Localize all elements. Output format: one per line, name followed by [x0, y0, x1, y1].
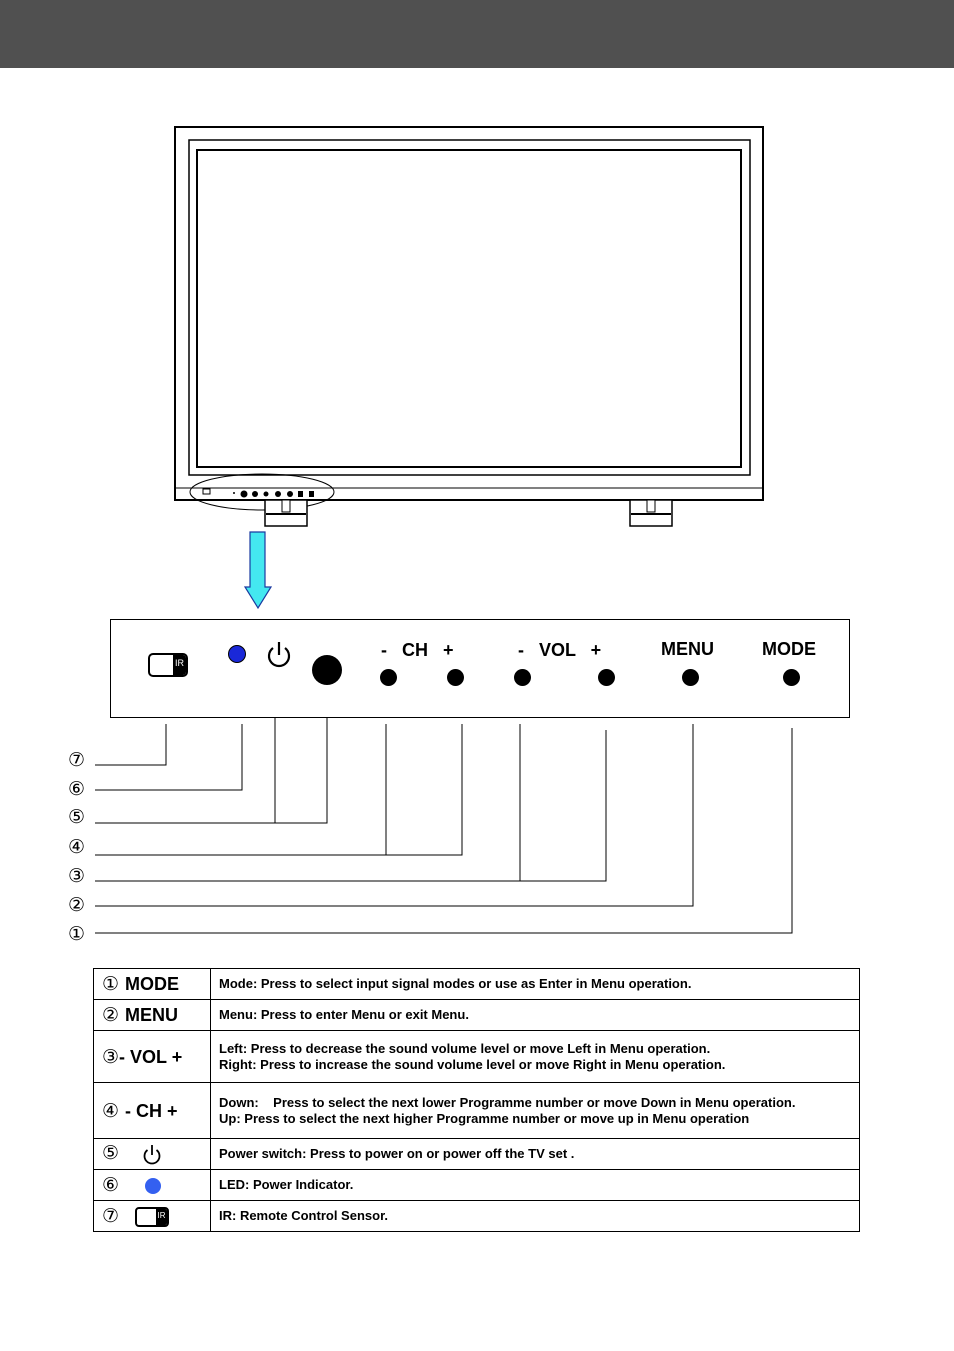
vol-label: - VOL +: [518, 640, 602, 660]
vol-down-button[interactable]: [514, 669, 531, 686]
table-row: [94, 1031, 860, 1083]
legend-key: - VOL +: [119, 1046, 183, 1067]
legend-desc-line: Down: Press to select the next lower Programme number or move Down in Menu operation.: [219, 1094, 796, 1110]
ch-down-button[interactable]: [380, 669, 397, 686]
legend-key: MENU: [125, 1005, 179, 1025]
callout-6: ⑥: [68, 778, 86, 800]
table-row: [94, 1083, 860, 1139]
tv-front-illustration: [0, 110, 954, 620]
legend-num: ⑤: [102, 1142, 120, 1165]
legend-desc-line: Right: Press to increase the sound volume level or move Right in Menu operation.: [219, 1056, 726, 1072]
table-row: [94, 969, 860, 1000]
legend-desc: Mode: Press to select input signal modes or use as Enter in Menu operation.: [211, 969, 860, 1000]
header-bar: [0, 0, 954, 68]
legend-num: ④: [102, 1099, 120, 1122]
legend-key: MODE: [125, 974, 180, 994]
mode-button[interactable]: [783, 669, 800, 686]
legend-desc-line: Left: Press to decrease the sound volume level or move Left in Menu operation.: [219, 1040, 711, 1056]
legend-desc-line: Up: Press to select the next higher Programme number or move up in Menu operation: [219, 1110, 750, 1126]
ir-sensor-icon: IR: [135, 1207, 169, 1227]
callout-2: ②: [68, 894, 86, 916]
menu-button[interactable]: [682, 669, 699, 686]
legend-num: ⑥: [102, 1174, 120, 1196]
down-arrow-icon: [245, 532, 271, 608]
callout-5: ⑤: [68, 806, 86, 828]
callout-lines: [0, 718, 954, 948]
ch-label: - CH +: [381, 640, 454, 660]
power-icon: [141, 1144, 163, 1166]
legend-desc: Power switch: Press to power on or power off the TV set .: [211, 1139, 860, 1170]
mode-label: MODE: [762, 639, 816, 659]
table-row: [94, 1139, 860, 1170]
callout-7: ⑦: [68, 749, 86, 771]
menu-label: MENU: [661, 639, 714, 659]
table-row: [94, 1170, 860, 1201]
controls-legend-table: [93, 968, 860, 1232]
legend-key: - CH +: [125, 1100, 178, 1121]
vol-up-button[interactable]: [598, 669, 615, 686]
legend-desc: LED: Power Indicator.: [211, 1170, 860, 1201]
power-icon[interactable]: [264, 640, 294, 670]
legend-num: ③: [102, 1045, 120, 1068]
callout-3: ③: [68, 865, 86, 887]
legend-num: ⑦: [102, 1204, 120, 1227]
table-row: [94, 1000, 860, 1031]
callout-4: ④: [68, 836, 86, 858]
power-button[interactable]: [312, 655, 342, 685]
callout-1: ①: [68, 923, 86, 945]
legend-desc: Menu: Press to enter Menu or exit Menu.: [211, 1000, 860, 1031]
legend-num: ①: [102, 973, 120, 995]
led-icon: [145, 1178, 161, 1194]
table-row: [94, 1201, 860, 1232]
legend-desc: IR: Remote Control Sensor.: [211, 1201, 860, 1232]
control-panel-closeup: [110, 619, 850, 718]
ir-sensor-icon: IR: [148, 653, 188, 677]
power-led-icon: [228, 645, 246, 663]
legend-num: ②: [102, 1004, 120, 1026]
ch-up-button[interactable]: [447, 669, 464, 686]
